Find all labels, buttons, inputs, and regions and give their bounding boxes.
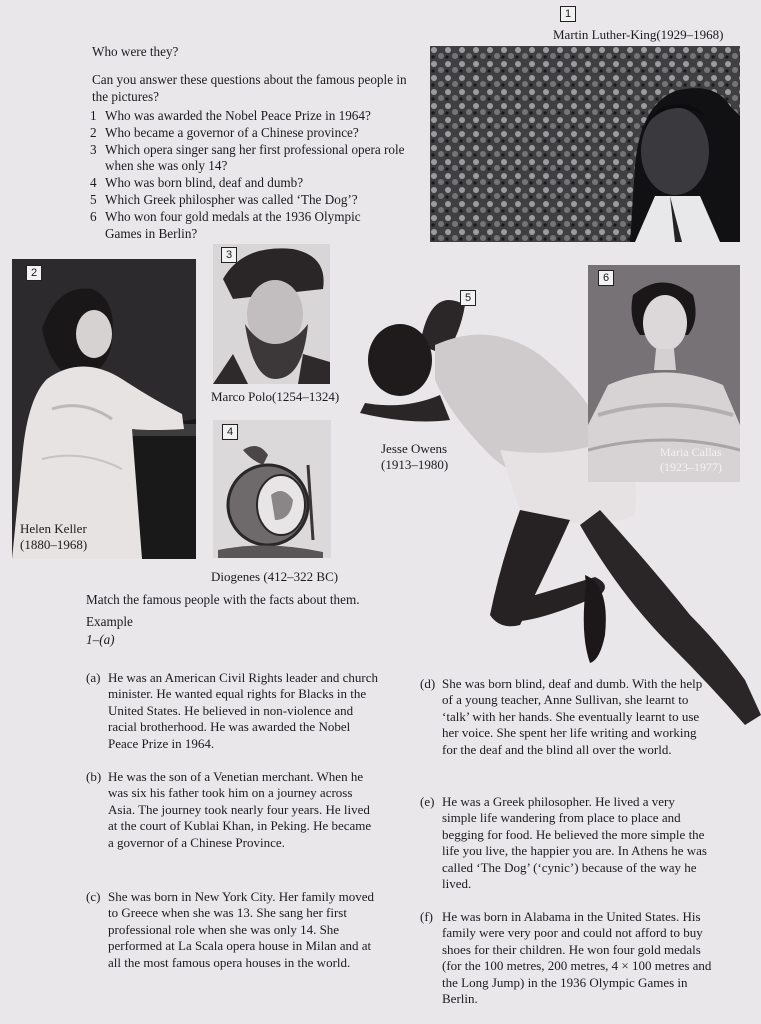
question-item: 4 Who was born blind, deaf and dumb? bbox=[90, 175, 304, 191]
picture-number-2: 2 bbox=[26, 265, 42, 281]
picture-number-1: 1 bbox=[560, 6, 576, 22]
example-answer: 1–(a) bbox=[86, 632, 115, 647]
picture-number-3: 3 bbox=[221, 247, 237, 263]
fact-f: (f) He was born in Alabama in the United States. His family were very poor and could not afford to buy shoes for their children. He won four gold medals (for the 100 metres, 200 metres, 4 × 100 metres and the Long Jump) in the 1936 Olympic Games in Berlin. bbox=[420, 909, 712, 1007]
section-title: Who were they? bbox=[92, 44, 179, 59]
example-label: Example bbox=[86, 614, 133, 629]
fact-c: (c) She was born in New York City. Her family moved to Greece when she was 13. She sang her first professional role when she was only 14. She performed at La Scala opera house in Milan and at all the most famous opera houses in the world. bbox=[86, 889, 374, 970]
caption-diogenes: Diogenes (412–322 BC) bbox=[211, 569, 339, 584]
picture-number-5: 5 bbox=[460, 290, 476, 306]
fact-e: (e) He was a Greek philosopher. He lived a very simple life wandering from place to place and begging for food. He believed the more simple the life you live, the happier you are. In Athens he was called ‘The Dog’ (‘cynic’) because of the way he lived. bbox=[420, 794, 707, 892]
fact-b: (b) He was the son of a Venetian merchant. When he was six his father took him on a journey across Asia. The journey took nearly four years. He lived at the court of Kublai Khan, in Peking. He became a governor of a Chinese Province. bbox=[86, 769, 372, 850]
question-list bbox=[90, 108, 430, 242]
caption-jesse-owens: Jesse Owens (1913–1980) bbox=[381, 441, 449, 472]
question-item: 3 Which opera singer sang her first professional opera role when she was only 14? bbox=[90, 141, 405, 174]
caption-marco-polo: Marco Polo(1254–1324) bbox=[211, 389, 340, 404]
question-item: 6 Who won four gold medals at the 1936 Olympic Games in Berlin? bbox=[90, 208, 361, 241]
fact-a: (a) He was an American Civil Rights leader and church minister. He wanted equal rights for Blacks in the United States. He believed in non-violence and racial brotherhood. He was awarded the Nobel Peace Prize in 1964. bbox=[86, 670, 379, 751]
photo-helen-keller bbox=[12, 259, 196, 559]
photo-marco-polo bbox=[213, 244, 330, 384]
instruction: Match the famous people with the facts about them. bbox=[86, 592, 360, 607]
photo-martin-luther-king bbox=[430, 46, 740, 242]
question-item: 1 Who was awarded the Nobel Peace Prize in 1964? bbox=[90, 108, 371, 123]
caption-helen-keller: Helen Keller (1880–1968) bbox=[20, 521, 88, 552]
photo-diogenes bbox=[213, 420, 331, 558]
caption-mlk: Martin Luther-King(1929–1968) bbox=[553, 27, 724, 42]
caption-maria-callas: Maria Callas (1923–1977) bbox=[660, 445, 722, 474]
intro-question: Can you answer these questions about the famous people in the pictures? bbox=[92, 72, 407, 104]
question-item: 2 Who became a governor of a Chinese province? bbox=[90, 124, 359, 140]
picture-number-6: 6 bbox=[598, 270, 614, 286]
picture-number-4: 4 bbox=[222, 424, 238, 440]
fact-d: (d) She was born blind, deaf and dumb. With the help of a young teacher, Anne Sullivan, she learnt to ‘talk’ with her hands. She eventually learnt to use her voice. She spent her life writing and working for the deaf and the blind all over the world. bbox=[420, 676, 703, 757]
question-item: 5 Which Greek philospher was called ‘The Dog’? bbox=[90, 191, 358, 207]
